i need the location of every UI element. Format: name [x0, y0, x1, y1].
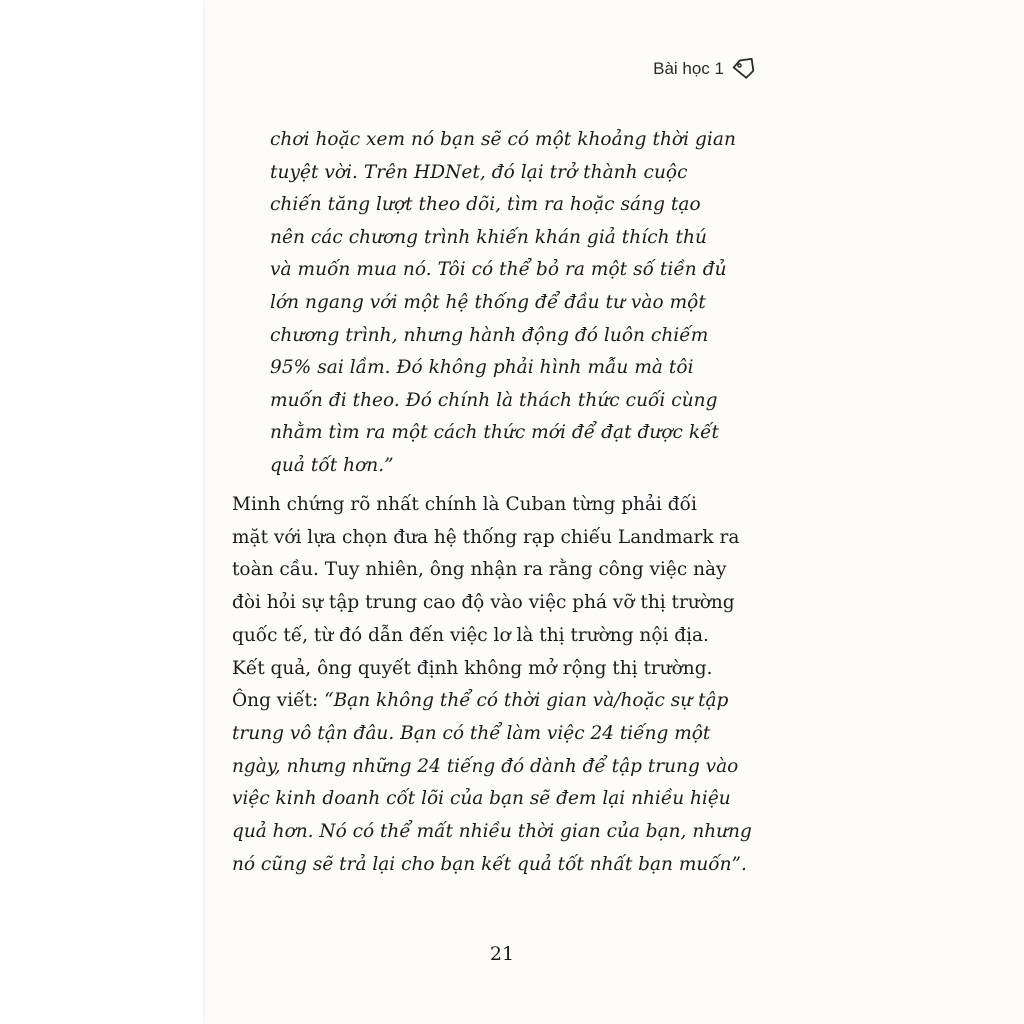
body-line: Minh chứng rõ nhất chính là Cuban từng phải đối [232, 494, 697, 515]
chapter-label: Bài học 1 [653, 59, 724, 78]
body-line: nó cũng sẽ trả lại cho bạn kết quả tốt nhất bạn muốn”. [232, 853, 747, 875]
quote-line: và muốn mua nó. Tôi có thể bỏ ra một số tiền đủ [270, 259, 727, 281]
body-line: Kết quả, ông quyết định không mở rộng thị trường. [232, 657, 713, 679]
page-number: 21 [489, 943, 515, 965]
body-paragraph [232, 489, 777, 881]
body-line-prefix: Ông viết: [232, 690, 325, 712]
body-line: trung vô tận đâu. Bạn có thể làm việc 24 tiếng một [232, 722, 711, 744]
body-line: toàn cầu. Tuy nhiên, ông nhận ra rằng công việc này [232, 559, 727, 581]
body-line [232, 685, 777, 718]
body-line: quốc tế, từ đó dẫn đến việc lơ là thị trường nội địa. [232, 624, 709, 646]
quote-line: muốn đi theo. Đó chính là thách thức cuối cùng [270, 389, 718, 411]
inline-quote-start: “Bạn không thể có thời gian và/hoặc sự tập [324, 690, 729, 712]
body-line: đòi hỏi sự tập trung cao độ vào việc phá vỡ thị trường [232, 592, 735, 614]
body-line: quả hơn. Nó có thể mất nhiều thời gian của bạn, nhưng [232, 821, 752, 843]
tag-icon [732, 58, 756, 80]
body-line: mặt với lựa chọn đưa hệ thống rạp chiếu Landmark ra [232, 526, 740, 548]
quote-line: 95% sai lầm. Đó không phải hình mẫu mà tôi [270, 357, 694, 379]
quote-block [270, 124, 740, 483]
quote-line: lớn ngang với một hệ thống để đầu tư vào một [270, 291, 706, 313]
quote-line: nhằm tìm ra một cách thức mới để đạt được kết [270, 422, 720, 444]
quote-line: chương trình, nhưng hành động đó luôn chiếm [270, 324, 709, 346]
body-line: việc kinh doanh cốt lõi của bạn sẽ đem lại nhiều hiệu [232, 788, 731, 810]
quote-line: quả tốt hơn.” [270, 454, 394, 476]
quote-line: nên các chương trình khiến khán giả thích thú [270, 226, 707, 248]
quote-line: chiến tăng lượt theo dõi, tìm ra hoặc sáng tạo [270, 194, 701, 216]
body-line: ngày, nhưng những 24 tiếng đó dành để tập trung vào [232, 755, 739, 777]
quote-line: chơi hoặc xem nó bạn sẽ có một khoảng thời gian [270, 129, 736, 150]
running-header [653, 58, 756, 80]
quote-line: tuyệt vời. Trên HDNet, đó lại trở thành cuộc [270, 161, 688, 183]
